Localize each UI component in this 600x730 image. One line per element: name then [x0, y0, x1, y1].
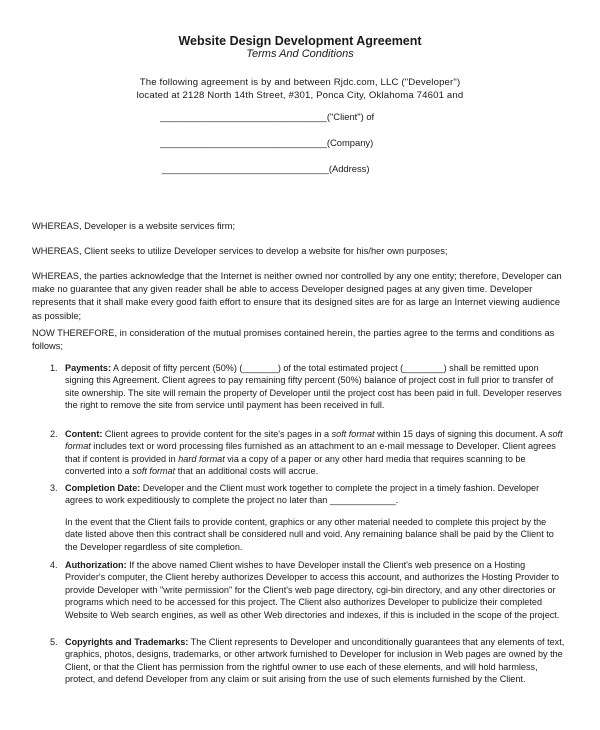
clause-heading: Payments: [65, 363, 111, 373]
clause-text [65, 482, 565, 507]
clause-body: If the above named Client wishes to have Developer install the Client's web presence on a Hosting Provider's computer, the Client hereby authorizes Developer to access this account, and authorizes the Hosting Provider to provide Developer with "write permission" for the Client's web page directory, cgi-bin directory, and any other directories or programs which need to be accessed for this project. The Client also authorizes Developer to publicize their completed Website to Web search engines, as well as other Web directories and indexes, if this is included in the scope of the project. [65, 560, 560, 620]
document-subtitle: Terms And Conditions [246, 48, 354, 60]
clause-body: Client agrees to provide content for the site's pages in a [102, 429, 332, 439]
clause-body: within 15 days of signing this document. A [374, 429, 548, 439]
clause-number: 4. [50, 560, 58, 570]
clause-heading: Content: [65, 429, 103, 439]
client-blank: ________________________________("Client") of [160, 111, 375, 122]
clause-emphasis: soft format [132, 466, 176, 477]
intro-line-1: The following agreement is by and between Rjdc.com, LLC ("Developer") [139, 77, 461, 88]
whereas-firm: WHEREAS, Developer is a website services firm; [32, 221, 236, 231]
clause-text [65, 636, 565, 686]
intro-line-2: located at 2128 North 14th Street, #301, Ponca City, Oklahoma 74601 and [136, 90, 464, 101]
clause-body: via a copy of a paper or any other hard media that requires scanning to be converted into a [65, 453, 526, 477]
clause-text [65, 559, 565, 621]
clause-heading: Completion Date: [65, 483, 141, 493]
clause-emphasis: soft format [331, 429, 375, 439]
clause-body: A deposit of fifty percent (50%) (_______) of the total estimated project (________) shall be remitted upon signing this Agreement. Client agrees to pay remaining fifty percent (50%) balance of project cost in full prior to transfer of site ownership. The site will remain the property of Developer until the project cost has been paid in full. Developer reserves the right to remove the site from service until payment has been received in full. [65, 363, 562, 411]
clause-body: The Client represents to Developer and unconditionally guarantees that any elements of text, graphics, photos, designs, trademarks, or other artwork furnished to Developer for inclusion in Web pages are owned by the Client, or that the Client has permission from the rightful owner to use each of these elements, and will hold harmless, protect, and defend Developer from any claim or suit arising from the use of such elements furnished by the Client. [65, 637, 565, 685]
clause-number: 2. [50, 429, 58, 439]
clause-heading: Authorization: [65, 560, 127, 570]
whereas-client: WHEREAS, Client seeks to utilize Developer services to develop a website for his/her own purposes; [32, 246, 448, 256]
clause-text [65, 362, 565, 412]
clause-body: Developer and the Client must work together to complete the project in a timely fashion. Developer agrees to work expeditiously to complete the project no later than _____________. [65, 483, 540, 506]
clause-body: includes text or word processing files furnished as an attachment to an e-mail message to Developer. Client agrees that if content is provided in [65, 441, 556, 464]
clause-number: 1. [50, 363, 58, 373]
clause-number: 3. [50, 483, 58, 493]
document-title: Website Design Development Agreement [178, 34, 422, 48]
address-blank: ________________________________(Address) [162, 163, 370, 174]
now-therefore: NOW THEREFORE, in consideration of the mutual promises contained herein, the parties agree to the terms and conditions as follows; [32, 328, 555, 352]
clause-body: that an additional costs will accrue. [175, 466, 319, 477]
clause-text [65, 428, 565, 478]
clause-emphasis: soft format [65, 429, 563, 452]
clause-heading: Copyrights and Trademarks: [65, 637, 189, 647]
company-blank: ________________________________(Company) [160, 137, 374, 148]
clause-emphasis: hard format [178, 453, 225, 464]
whereas-internet: WHEREAS, the parties acknowledge that the Internet is neither owned nor controlled by any one entity; therefore, Developer can make no guarantee that any given reader shall be able to access Developer designed pages at any given time. Developer represents that it shall make every good faith effort to ensure that its designed sites are for as large an Internet viewing audience as possible; [32, 271, 562, 321]
clause-number: 5. [50, 637, 58, 647]
intro-paragraph [0, 76, 600, 102]
clause-completion-subparagraph: In the event that the Client fails to provide content, graphics or any other material needed to complete this project by the date listed above then this contract shall be considered null and void. Any remaining balance shall be paid by the Client to the Developer regardless of site completion. [65, 517, 554, 552]
